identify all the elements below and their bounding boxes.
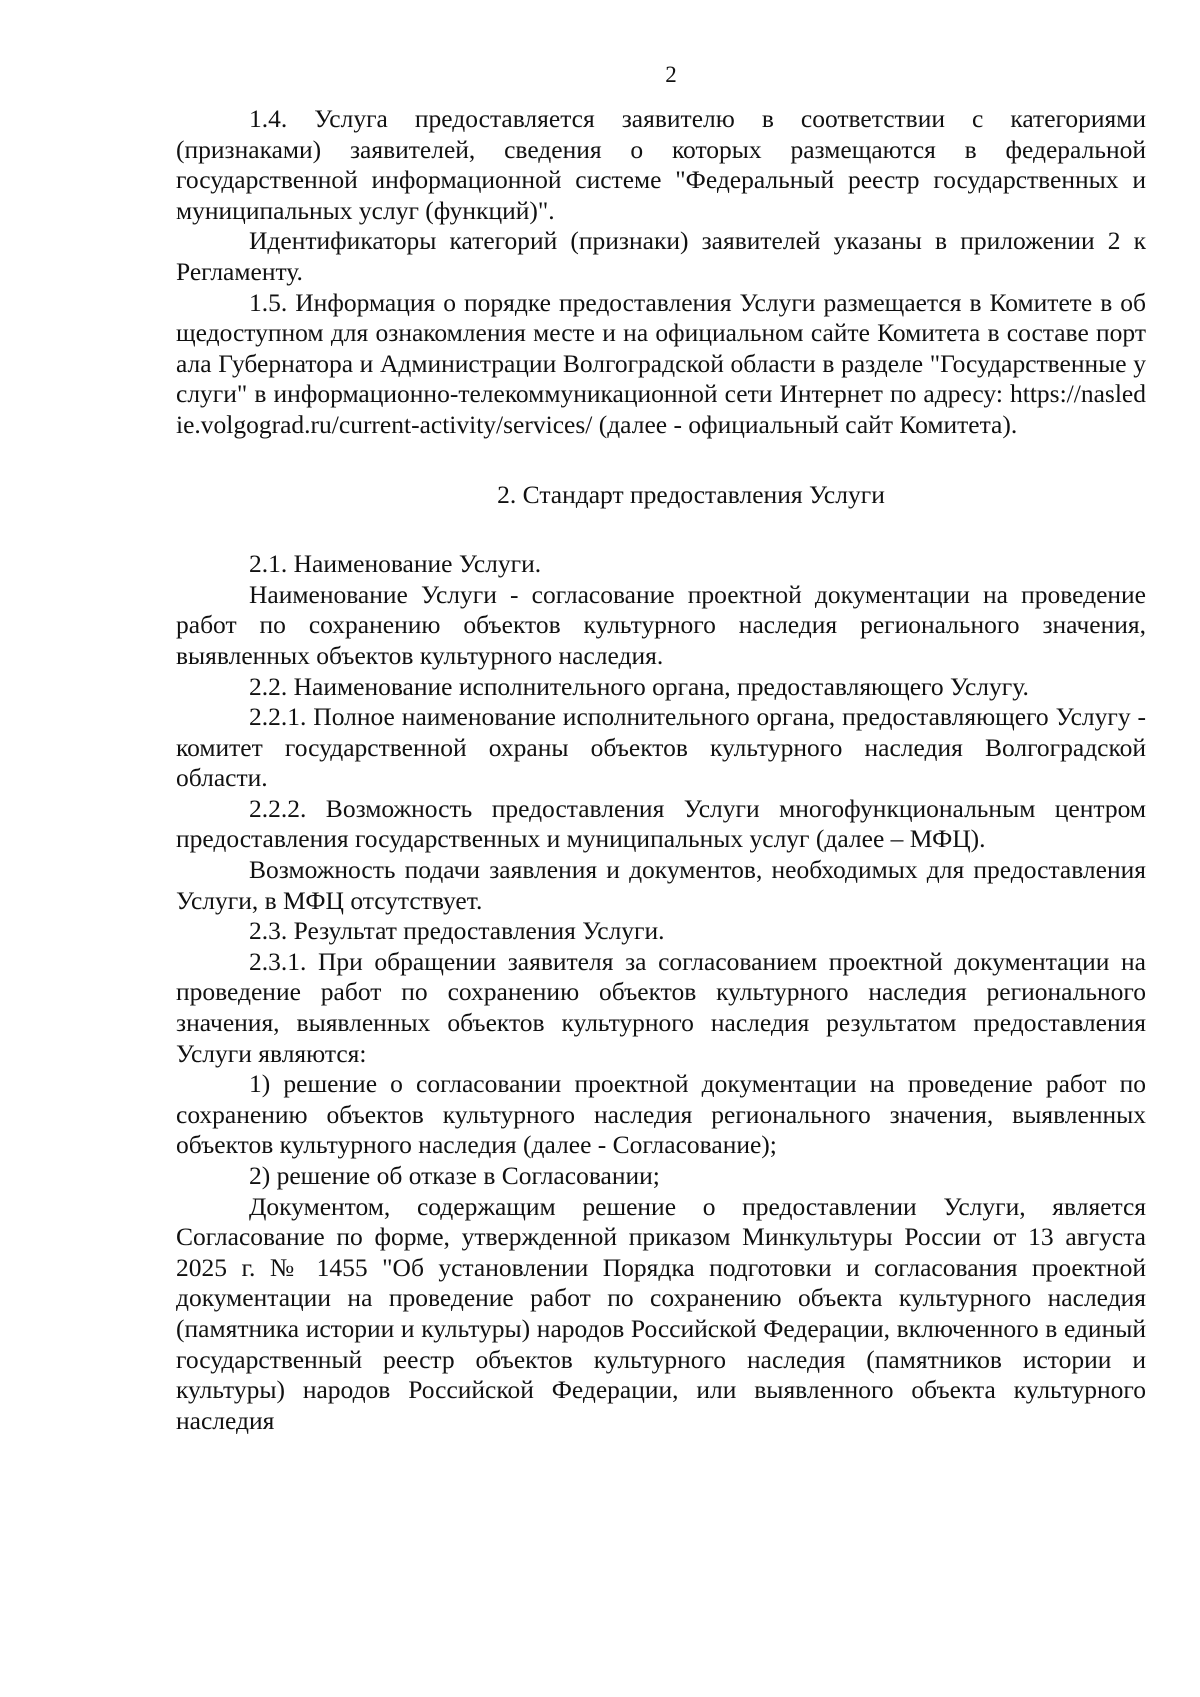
paragraph-1-5: 1.5. Информация о порядке предоставления Услуги размещается в Комитете в общедоступном для ознакомления месте и на официальном сайте Комитета в составе портала Губернатора и Администрации Волгоградской области в разделе "Государственные услуги" в информационно-телекоммуникационной сети Интернет по адресу: https://nasledie.volgograd.ru/current-activity/services/ (далее - официальный сайт Комитета). [176,287,1146,439]
list-item-refusal: 2) решение об отказе в Согласовании; [249,1161,660,1190]
paragraph-result-document: Документом, содержащим решение о предоставлении Услуги, является Согласование по форме, утвержденной приказом Минкультуры России от 13 августа 2025 г. № 1455 "Об установлении Порядка подготовки и согласования проектной документации на проведение работ по сохранению объекта культурного наследия (памятника истории и культуры) народов Российской Федерации, включенного в единый государственный реестр объектов культурного наследия (памятников истории и культуры) народов Российской Федерации, или выявленного объекта культурного наследия [176,1191,1146,1435]
list-item-approval: 1) решение о согласовании проектной документации на проведение работ по сохранению объектов культурного наследия регионального значения, выявленных объектов культурного наследия (далее - Согласование); [176,1069,1146,1160]
page-number: 2 [665,62,677,87]
paragraph-2-1: 2.1. Наименование Услуги. [249,549,542,579]
paragraph-2-3-1: 2.3.1. При обращении заявителя за согласованием проектной документации на проведение работ по сохранению объектов культурного наследия регионального значения, выявленных объектов культурного наследия результатом предоставления Услуги являются: [176,946,1146,1068]
paragraph-identifiers: Идентификаторы категорий (признаки) заявителей указаны в приложении 2 к Регламенту. [176,226,1146,286]
paragraph-2-3: 2.3. Результат предоставления Услуги. [249,916,665,946]
section-heading: 2. Стандарт предоставления Услуги [497,479,885,509]
document-body [176,104,1146,1436]
paragraph-service-name: Наименование Услуги - согласование проектной документации на проведение работ по сохранению объектов культурного наследия регионального значения, выявленных объектов культурного наследия. [176,579,1146,670]
paragraph-mfc-submission: Возможность подачи заявления и документов, необходимых для предоставления Услуги, в МФЦ отсутствует. [176,855,1146,915]
paragraph-2-2-1: 2.2.1. Полное наименование исполнительного органа, предоставляющего Услугу - комитет государственной охраны объектов культурного наследия Волгоградской области. [176,702,1146,793]
paragraph-2-2-2: 2.2.2. Возможность предоставления Услуги многофункциональным центром предоставления государственных и муниципальных услуг (далее – МФЦ). [176,793,1146,854]
paragraph-1-4: 1.4. Услуга предоставляется заявителю в соответствии с категориями (признаками) заявителей, сведения о которых размещаются в федеральной государственной информационной системе "Федеральный реестр государственных и муниципальных услуг (функций)". [176,104,1146,225]
paragraph-2-2: 2.2. Наименование исполнительного органа, предоставляющего Услугу. [249,671,1029,701]
